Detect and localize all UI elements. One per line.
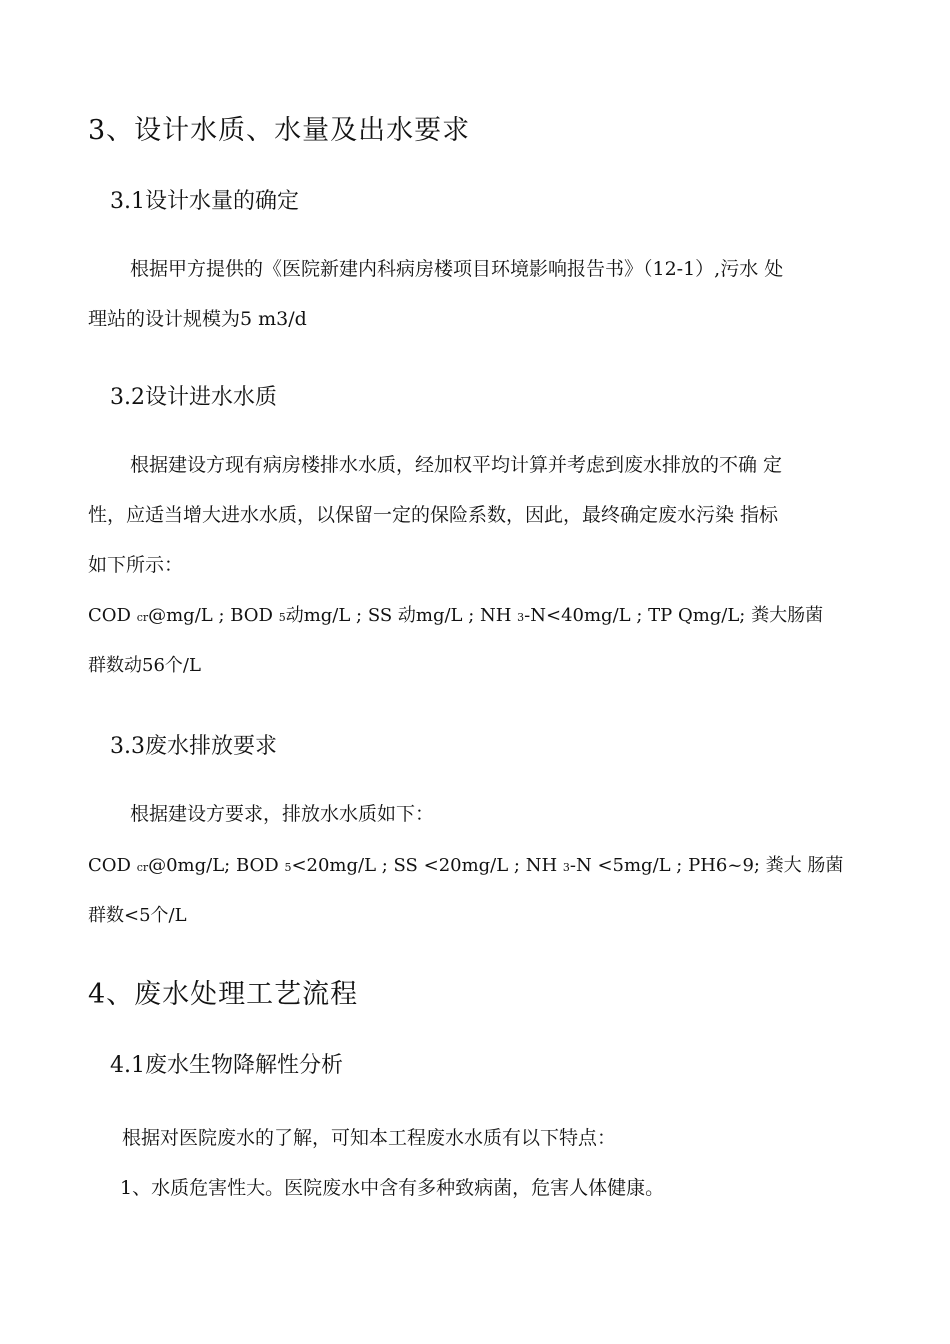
influent-indicators-line2: 群数动56个/L (88, 655, 201, 676)
section-4-heading: 4、废水处理工艺流程 (88, 979, 359, 1010)
req-ss-nh: <20mg/L ; SS <20mg/L ; NH (291, 855, 563, 876)
section-3-heading: 3、设计水质、水量及出水要求 (88, 115, 471, 146)
discharge-requirements-line1 (88, 851, 843, 877)
section-3-1-para-line1: 根据甲方提供的《医院新建内科病房楼项目环境影响报告书》（12-1）,污水 处 (130, 258, 784, 280)
section-3-2-para-line1: 根据建设方现有病房楼排水水质，经加权平均计算并考虑到废水排放的不确 定 (130, 454, 783, 476)
section-4-1-item1: 1、水质危害性大。医院废水中含有多种致病菌，危害人体健康。 (120, 1177, 665, 1199)
req-cod-sub: cr (136, 861, 149, 874)
ind-ss-nh: 动mg/L ; SS 动mg/L ; NH (285, 605, 518, 626)
ind-rest: -N<40mg/L ; TP Qmg/L; 粪大肠菌 (524, 605, 824, 626)
section-4-1-heading: 4.1废水生物降解性分析 (110, 1053, 343, 1078)
section-3-3-para-line1: 根据建设方要求，排放水水质如下： (130, 803, 435, 825)
section-3-2-heading: 3.2设计进水水质 (110, 385, 277, 410)
section-3-1-heading: 3.1设计水量的确定 (110, 189, 299, 214)
ind-cod: COD (88, 605, 137, 626)
req-rest: -N <5mg/L ; PH6~9; 粪大 肠菌 (569, 855, 844, 876)
section-3-1-para-line2: 理站的设计规模为5 m3/d (88, 308, 307, 330)
section-3-2-para-line2: 性，应适当增大进水水质，以保留一定的保险系数，因此，最终确定废水污染 指标 (88, 504, 779, 526)
section-3-2-para-line3: 如下所示： (88, 554, 184, 576)
req-bod: @0mg/L; BOD (148, 855, 285, 876)
req-cod: COD (88, 855, 137, 876)
section-3-3-heading: 3.3废水排放要求 (110, 734, 277, 759)
ind-nh-sub: 3 (517, 611, 525, 624)
ind-bod: @mg/L ; BOD (148, 605, 279, 626)
ind-bod-sub: 5 (278, 611, 286, 624)
section-4-1-para-line1: 根据对医院废水的了解，可知本工程废水水质有以下特点： (122, 1127, 617, 1149)
req-bod-sub: 5 (284, 861, 292, 874)
discharge-requirements-line2: 群数<5个/L (88, 905, 187, 926)
influent-indicators-line1 (88, 601, 823, 627)
req-nh-sub: 3 (562, 861, 570, 874)
ind-cod-sub: cr (136, 611, 149, 624)
